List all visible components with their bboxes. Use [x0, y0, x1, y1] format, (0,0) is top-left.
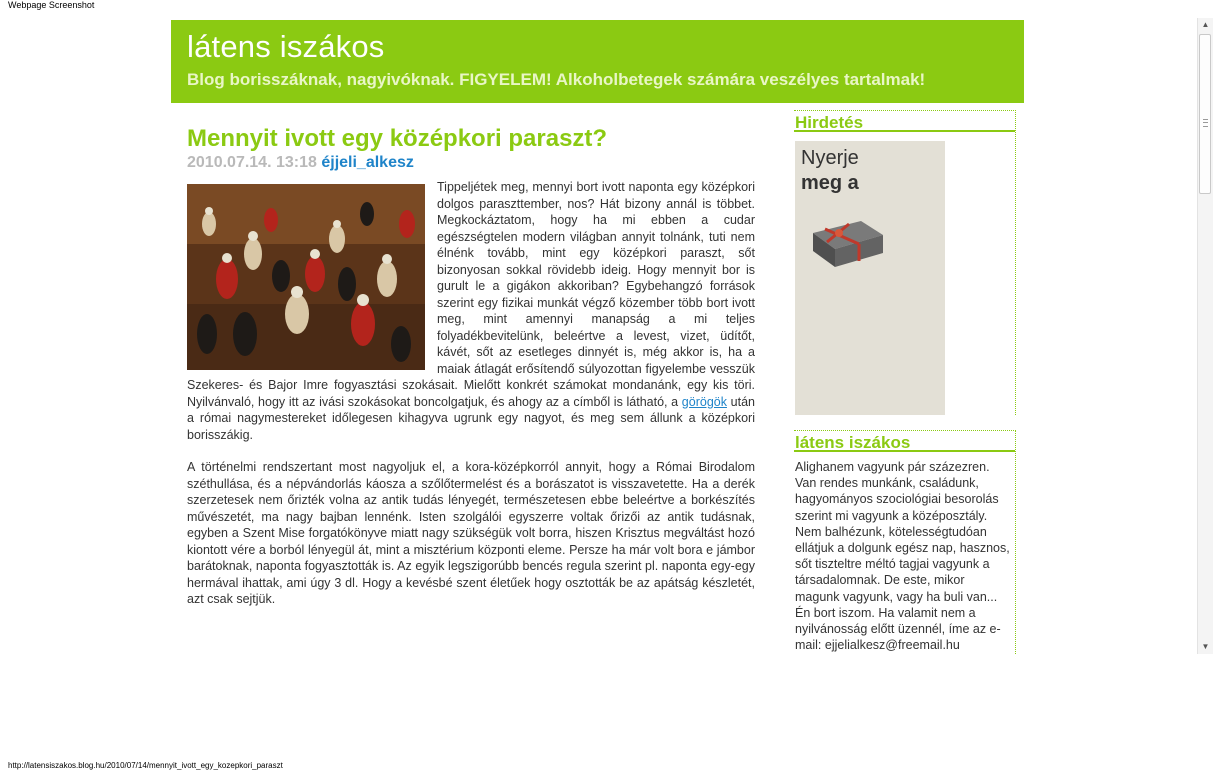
post-date: 2010.07.14. 13:18: [187, 154, 317, 171]
image-float-spacer: [187, 179, 425, 376]
about-text: Alighanem vagyunk pár százezren. Van rendes munkánk, családunk, hagyományos szociológiai besorolás szerint mi vagyunk a középosztály. Nem balhézunk, kötelességtudóan ellátjuk a dolgunk egész nap, hasznos, sőt tiszteltre méltó tagjai vagyunk a társadalomnak. De este, mikor magunk vagyunk, vagy ha buli van... Én bort iszom. Ha valamit nem a nyilvánosság előtt üzennél, íme az e-mail: ejjelialkesz@freemail.hu: [795, 460, 1010, 653]
grip-icon: [1203, 119, 1208, 127]
post-body: [187, 179, 755, 624]
vertical-scrollbar[interactable]: [1197, 18, 1213, 654]
post-paragraph-1-text: Tippeljétek meg, mennyi bort ivott naponta egy középkori dolgos paraszttember, nos? Hát bizony annál is többet. Megkockáztatom, hogy ha mi ebben a cudar egészségtelen modern világban annyit tolnánk, tuti nem élnénk tovább, mint egy középkori paraszt, sőt bizonyosan sokkal rövidebb ideig. Hogy mennyit bor is gurult le a gigákon akkoriban? Egybehangzó források szerint egy fizikai munkát végző közember több bort ivott meg, mint amennyi manapság a mi teljes folyadékbevitelünk, beleértve a levest, vizet, üdítőt, kávét, sőt az esetleges dinnyét is, még akkor is, ha a maiak átlagát erősítendő súlyozottan figyelembe vesszük Szekeres- és Bajor Imre fogyasztási szokásait. Mielőtt konkrét számokat mondanánk, egy kis töri. Nyilvánvaló, hogy itt az ivási szokásokat boncolgatjuk, és ahogy az a címből is látható, a: [187, 180, 755, 409]
ad-widget-title: Hirdetés: [794, 111, 1015, 132]
ad-line-1: Nyerje: [801, 147, 859, 169]
site-title[interactable]: látens iszákos: [187, 29, 385, 64]
post-paragraph-1-text-end: után a római nagymestereket időlegesen kihagyva ugrunk egy nagyot, és meg sem állunk a középkori borisszákig.: [187, 394, 755, 442]
ad-widget: [794, 110, 1016, 415]
screenshot-caption: Webpage Screenshot: [8, 0, 95, 10]
blog-header: [171, 20, 1024, 103]
post-title[interactable]: Mennyit ivott egy középkori paraszt?: [187, 125, 608, 152]
gift-box-icon: [807, 211, 887, 271]
site-tagline: Blog borisszáknak, nagyivóknak. FIGYELEM! Alkoholbetegek számára veszélyes tartalmak!: [187, 70, 926, 89]
scroll-down-arrow-icon[interactable]: ▼: [1201, 642, 1210, 651]
scroll-thumb[interactable]: [1199, 34, 1211, 194]
post-paragraph-2: A történelmi rendszertant most nagyoljuk el, a kora-középkorról annyit, hogy a Római Birodalom széthullása, és a népvándorlás káosza a szőlőtermelést és a borászatot is visszavetette. Ha a derék szerzetesek nem őrizték volna az antik tudás lényegét, természetesen ebbe beleértve a borkészítés művészetét, ma nagy bajban lennénk. Isten szolgálói egyszerre voltak őrizői az antik tudásnak, egyben a Szent Mise forgatókönyve miatt nagy szükségük volt borra, hiszen Krisztus megváltást hozó kiontott vére a borból lényegül át, mint a misztérium központi eleme. Persze ha már volt bora e jámbor barátoknak, naponta fogyasztották is. Az egyik legszigorúbb bencés regula szerint pl. naponta egy-egy hermával ihattak, ami úgy 3 dl. Hogy a kevésbé szent életűek hogy osztották be az apátság készletét, azt csak sejtjük.: [187, 460, 755, 606]
about-widget-title: látens iszákos: [794, 431, 1015, 452]
post-author-link[interactable]: éjjeli_alkesz: [321, 154, 414, 171]
post-meta: [187, 154, 414, 172]
gorogok-link[interactable]: görögök: [681, 394, 727, 409]
ad-line-2: meg a: [801, 172, 859, 194]
scroll-up-arrow-icon[interactable]: ▲: [1201, 20, 1210, 29]
status-bar-url: http://latensiszakos.blog.hu/2010/07/14/mennyit_ivott_egy_kozepkori_paraszt: [8, 761, 283, 770]
ad-banner[interactable]: [795, 141, 945, 415]
about-widget: [794, 430, 1016, 654]
